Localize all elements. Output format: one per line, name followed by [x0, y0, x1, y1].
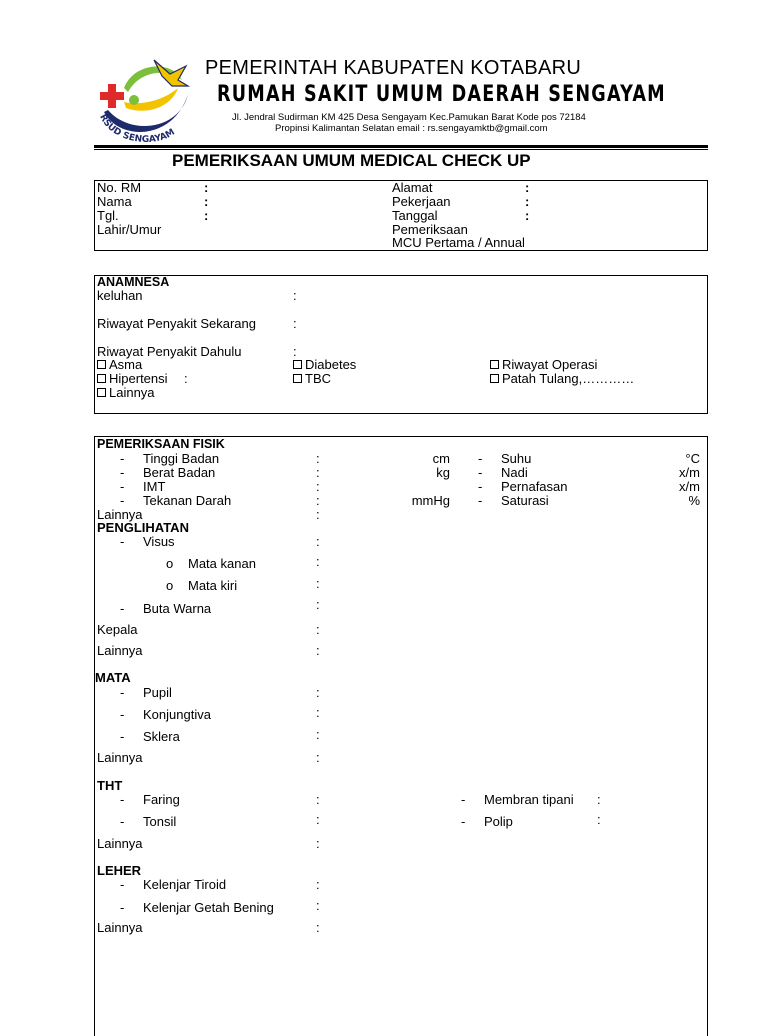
- polip-dash: -: [461, 814, 466, 829]
- hipertensi-colon: :: [184, 371, 188, 386]
- mata-kanan-bullet: o: [166, 556, 174, 571]
- faring-label: Faring: [143, 792, 180, 807]
- sklera-colon: :: [316, 727, 320, 742]
- berat-badan-unit: kg: [436, 465, 450, 480]
- patah-tulang-checkbox[interactable]: [490, 374, 499, 383]
- saturasi-label: Saturasi: [501, 493, 549, 508]
- berat-badan-label: Berat Badan: [143, 465, 216, 480]
- hipertensi-checkbox[interactable]: [97, 374, 106, 383]
- mata-heading: MATA: [95, 670, 131, 685]
- government-title: PEMERINTAH KABUPATEN KOTABARU: [205, 57, 582, 79]
- kelenjar-getah-bening-colon: :: [316, 898, 320, 913]
- nama-colon: :: [204, 194, 209, 209]
- tht-lainnya-colon: :: [316, 836, 320, 851]
- suhu-label: Suhu: [501, 451, 532, 466]
- option-tbc[interactable]: [293, 372, 331, 386]
- sklera-label: Sklera: [143, 729, 180, 744]
- berat-badan-colon: :: [316, 465, 320, 480]
- mcu-type: MCU Pertama / Annual: [392, 235, 525, 250]
- tht-heading: THT: [97, 778, 123, 793]
- pekerjaan-colon: :: [525, 194, 530, 209]
- tonsil-colon: :: [316, 812, 320, 827]
- buta-warna-label: Buta Warna: [143, 601, 212, 616]
- riwayat-dahulu-label: Riwayat Penyakit Dahulu: [97, 344, 242, 359]
- no-rm-label: No. RM: [97, 180, 142, 195]
- vital-dash: -: [120, 493, 125, 508]
- keluhan-label: keluhan: [97, 288, 143, 303]
- tonsil-label: Tonsil: [143, 814, 177, 829]
- konjungtiva-colon: :: [316, 705, 320, 720]
- riwayat-dahulu-colon: :: [293, 344, 297, 359]
- pernafasan-label: Pernafasan: [501, 479, 568, 494]
- no-rm-colon: :: [204, 180, 209, 195]
- membran-dash: -: [461, 792, 466, 807]
- konjungtiva-label: Konjungtiva: [143, 707, 211, 722]
- buta-warna-dash: -: [120, 601, 125, 616]
- vital-dash: -: [120, 465, 125, 480]
- konjungtiva-dash: -: [120, 707, 125, 722]
- fisik-lainnya-colon: :: [316, 507, 320, 522]
- anamnesa-heading: ANAMNESA: [97, 275, 170, 289]
- vital-dash: -: [120, 479, 125, 494]
- pupil-label: Pupil: [143, 685, 172, 700]
- form-title: PEMERIKSAAN UMUM MEDICAL CHECK UP: [172, 151, 531, 170]
- alamat-colon: :: [525, 180, 530, 195]
- keluhan-colon: :: [293, 288, 297, 303]
- option-asma[interactable]: [97, 358, 142, 372]
- nama-label: Nama: [97, 194, 132, 209]
- alamat-label: Alamat: [392, 180, 433, 195]
- fisik-heading: PEMERIKSAAN FISIK: [97, 437, 225, 451]
- hospital-province-email: Propinsi Kalimantan Selatan email : rs.sengayamktb@gmail.com: [275, 123, 548, 134]
- tekanan-darah-unit: mmHg: [411, 493, 450, 508]
- nadi-unit: x/m: [679, 465, 700, 480]
- leher-lainnya-colon: :: [316, 920, 320, 935]
- tekanan-darah-label: Tekanan Darah: [143, 493, 232, 508]
- mata-lainnya-label: Lainnya: [97, 750, 143, 765]
- tgl-label: Tgl.: [97, 208, 119, 223]
- option-hipertensi[interactable]: [97, 372, 168, 386]
- tinggi-badan-label: Tinggi Badan: [143, 451, 220, 466]
- option-lainnya[interactable]: [97, 386, 155, 400]
- visus-colon: :: [316, 534, 320, 549]
- polip-label: Polip: [484, 814, 513, 829]
- patah-tulang-label: Patah Tulang,…………: [502, 371, 635, 386]
- mata-lainnya-colon: :: [316, 750, 320, 765]
- tinggi-badan-unit: cm: [432, 451, 450, 466]
- polip-colon: :: [597, 812, 601, 827]
- hospital-address: Jl. Jendral Sudirman KM 425 Desa Sengayam Kec.Pamukan Barat Kode pos 72184: [232, 112, 586, 123]
- lainnya-label: Lainnya: [109, 385, 155, 400]
- tgl-colon: :: [204, 208, 209, 223]
- logo-text: RSUD SENGAYAM: [97, 112, 177, 145]
- hipertensi-label: Hipertensi: [109, 371, 168, 386]
- kelenjar-tiroid-colon: :: [316, 877, 320, 892]
- buta-warna-colon: :: [316, 597, 320, 612]
- imt-label: IMT: [143, 479, 166, 494]
- option-riwayat-operasi[interactable]: [490, 358, 597, 372]
- hospital-title: RUMAH SAKIT UMUM DAERAH SENGAYAM: [217, 82, 666, 107]
- header-rule-thick: [94, 145, 708, 148]
- mata-kanan-label: Mata kanan: [188, 556, 256, 571]
- pupil-dash: -: [120, 685, 125, 700]
- tht-lainnya-label: Lainnya: [97, 836, 143, 851]
- kepala-label: Kepala: [97, 622, 138, 637]
- pernafasan-unit: x/m: [679, 479, 700, 494]
- kepala-colon: :: [316, 622, 320, 637]
- vital-dash: -: [478, 465, 483, 480]
- vital-dash: -: [478, 479, 483, 494]
- membran-tipani-colon: :: [597, 792, 601, 807]
- mata-kiri-bullet: o: [166, 578, 174, 593]
- faring-dash: -: [120, 792, 125, 807]
- tonsil-dash: -: [120, 814, 125, 829]
- diabetes-label: Diabetes: [305, 357, 357, 372]
- faring-colon: :: [316, 792, 320, 807]
- riwayat-sekarang-colon: :: [293, 316, 297, 331]
- penglihatan-heading: PENGLIHATAN: [97, 520, 189, 535]
- leher-lainnya-label: Lainnya: [97, 920, 143, 935]
- tiroid-dash: -: [120, 877, 125, 892]
- tanggal-colon: :: [525, 208, 530, 223]
- suhu-unit: °C: [685, 451, 700, 466]
- tbc-checkbox[interactable]: [293, 374, 302, 383]
- option-patah-tulang[interactable]: [490, 372, 634, 386]
- membran-tipani-label: Membran tipani: [484, 792, 574, 807]
- mata-kiri-colon: :: [316, 576, 320, 591]
- lahir-umur-label: Lahir/Umur: [97, 222, 162, 237]
- penglihatan-lainnya-colon: :: [316, 643, 320, 658]
- lainnya-checkbox[interactable]: [97, 388, 106, 397]
- vital-dash: -: [478, 493, 483, 508]
- hospital-logo: [94, 54, 202, 146]
- option-diabetes[interactable]: [293, 358, 356, 372]
- sklera-dash: -: [120, 729, 125, 744]
- riwayat-sekarang-label: Riwayat Penyakit Sekarang: [97, 316, 256, 331]
- asma-checkbox[interactable]: [97, 360, 106, 369]
- kelenjar-getah-bening-label: Kelenjar Getah Bening: [143, 900, 274, 915]
- penglihatan-lainnya-label: Lainnya: [97, 643, 143, 658]
- tinggi-badan-colon: :: [316, 451, 320, 466]
- mata-kanan-colon: :: [316, 554, 320, 569]
- riwayat-operasi-checkbox[interactable]: [490, 360, 499, 369]
- vital-dash: -: [478, 451, 483, 466]
- visus-dash: -: [120, 534, 125, 549]
- leher-heading: LEHER: [97, 863, 142, 878]
- tanggal-label: Tanggal: [392, 208, 438, 223]
- tbc-label: TBC: [305, 371, 331, 386]
- mata-kiri-label: Mata kiri: [188, 578, 238, 593]
- vital-dash: -: [120, 451, 125, 466]
- header-rule-thin: [94, 149, 708, 150]
- pekerjaan-label: Pekerjaan: [392, 194, 451, 209]
- saturasi-unit: %: [688, 493, 700, 508]
- tekanan-darah-colon: :: [316, 493, 320, 508]
- pupil-colon: :: [316, 685, 320, 700]
- fisik-lainnya-label: Lainnya: [97, 507, 143, 522]
- nadi-label: Nadi: [501, 465, 528, 480]
- imt-colon: :: [316, 479, 320, 494]
- pemeriksaan-label: Pemeriksaan: [392, 222, 468, 237]
- getah-bening-dash: -: [120, 900, 125, 915]
- kelenjar-tiroid-label: Kelenjar Tiroid: [143, 877, 227, 892]
- asma-label: Asma: [109, 357, 143, 372]
- diabetes-checkbox[interactable]: [293, 360, 302, 369]
- riwayat-operasi-label: Riwayat Operasi: [502, 357, 598, 372]
- visus-label: Visus: [143, 534, 175, 549]
